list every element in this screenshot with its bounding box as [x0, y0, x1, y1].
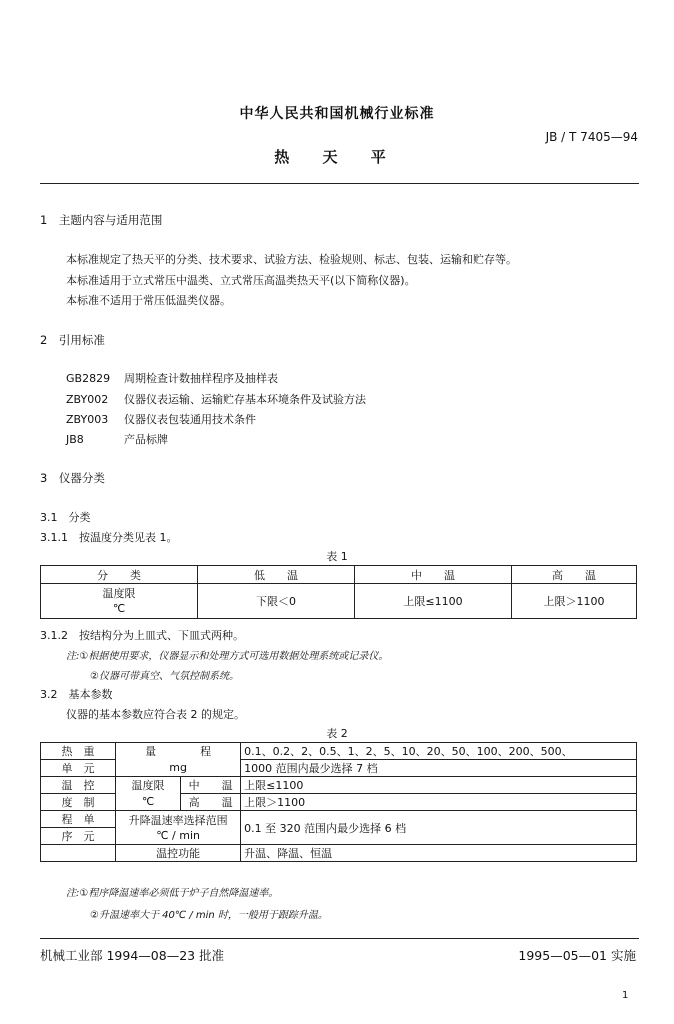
note-2: ②仪器可带真空、气氛控制系统。: [90, 671, 239, 682]
table-row: [41, 566, 637, 584]
table-2: [40, 742, 637, 862]
section-2-heading: 2 引用标准: [40, 333, 105, 347]
footer-divider: [40, 938, 639, 939]
section-1-paragraph-2: 本标准适用于立式常压中温类、立式常压高温类热天平(以下简称仪器)。: [66, 274, 416, 287]
page-number: 1: [622, 990, 629, 1001]
table-cell: 温度限: [116, 777, 181, 794]
table-cell: 上限≤1100: [241, 777, 637, 794]
temperature-limit-label: 温度限: [102, 587, 136, 600]
table-header-cell: 低 温: [198, 566, 355, 584]
table-cell: 1000 范围内最少选择 7 档: [241, 760, 637, 777]
table-cell: 高 温: [181, 794, 241, 811]
clause-3-2-text: 仪器的基本参数应符合表 2 的规定。: [66, 708, 245, 721]
table-cell: 上限≤1100: [355, 584, 512, 619]
table-cell: 上限＞1100: [241, 794, 637, 811]
table-cell: 热 重: [41, 743, 116, 760]
table-cell: 程 单: [41, 811, 116, 828]
table-cell: 0.1 至 320 范围内最少选择 6 档: [241, 811, 637, 845]
range-label: 量 程: [145, 745, 212, 759]
reference-code: ZBY003: [66, 413, 109, 426]
table-cell: 温控功能: [116, 845, 241, 862]
unit-label: ℃: [112, 602, 126, 615]
section-1-paragraph-1: 本标准规定了热天平的分类、技术要求、试验方法、检验规则、标志、包装、运输和贮存等。: [66, 253, 517, 266]
table-header-cell: 中 温: [355, 566, 512, 584]
rate-label: 升降温速率选择范围: [128, 813, 228, 827]
note-1: 注:①根据使用要求，仪器显示和处理方式可选用数据处理系统或记录仪。: [66, 651, 389, 662]
table-2-caption: 表 2: [326, 727, 348, 740]
table-cell: [116, 811, 241, 845]
table-cell: 下限＜0: [198, 584, 355, 619]
standard-code: JB / T 7405—94: [545, 130, 638, 144]
table-cell: 序 元: [41, 828, 116, 845]
clause-3-1-1: 3.1.1 按温度分类见表 1。: [40, 531, 178, 544]
table-row: [41, 845, 637, 862]
table-cell: 上限＞1100: [512, 584, 637, 619]
note-3: 注:①程序降温速率必须低于炉子自然降温速率。: [66, 888, 279, 899]
table-cell: [116, 743, 241, 760]
table-cell: 度 制: [41, 794, 116, 811]
table-cell: 升温、降温、恒温: [241, 845, 637, 862]
reference-item: [66, 431, 168, 447]
implementation-date: 1995—05—01 实施: [518, 948, 636, 963]
table-row-label: [41, 584, 198, 619]
reference-item: [66, 370, 278, 386]
section-3-heading: 3 仪器分类: [40, 471, 105, 485]
reference-code: JB8: [66, 433, 84, 446]
table-cell: mg: [116, 760, 241, 777]
table-cell: 单 元: [41, 760, 116, 777]
reference-title: 产品标牌: [124, 433, 168, 446]
reference-title: 周期检查计数抽样程序及抽样表: [124, 372, 278, 385]
note-4: ②升温速率大于 40℃ / min 时，一般用于跟踪升温。: [90, 910, 328, 921]
reference-code: ZBY002: [66, 393, 109, 406]
table-row: [41, 584, 637, 619]
table-header-cell: 高 温: [512, 566, 637, 584]
table-row: [41, 777, 637, 794]
reference-title: 仪器仪表包装通用技术条件: [124, 413, 256, 426]
table-row: [41, 743, 637, 760]
reference-title: 仪器仪表运输、运输贮存基本环境条件及试验方法: [124, 393, 366, 406]
table-1: [40, 565, 637, 619]
reference-item: [66, 411, 256, 427]
approval-date: 机械工业部 1994—08—23 批准: [40, 948, 225, 963]
clause-3-2: 3.2 基本参数: [40, 688, 113, 701]
table-cell: [41, 845, 116, 862]
reference-code: GB2829: [66, 372, 111, 385]
table-cell: 温 控: [41, 777, 116, 794]
table-cell: ℃: [116, 794, 181, 811]
header-divider: [40, 183, 639, 184]
rate-unit: ℃ / min: [156, 828, 200, 842]
table-1-caption: 表 1: [326, 550, 348, 563]
issuing-body: 中华人民共和国机械行业标准: [239, 106, 435, 122]
table-cell: 0.1、0.2、2、0.5、1、2、5、10、20、50、100、200、500、: [241, 743, 637, 760]
section-1-heading: 1 主题内容与适用范围: [40, 213, 163, 227]
document-title: 热 天 平: [274, 148, 400, 166]
section-1-paragraph-3: 本标准不适用于常压低温类仪器。: [66, 294, 231, 307]
clause-3-1-2: 3.1.2 按结构分为上皿式、下皿式两种。: [40, 629, 244, 642]
table-row: [41, 760, 637, 777]
clause-3-1: 3.1 分类: [40, 511, 91, 524]
table-header-cell: 分 类: [41, 566, 198, 584]
table-row: [41, 794, 637, 811]
reference-item: [66, 391, 366, 407]
table-cell: 中 温: [181, 777, 241, 794]
table-row: [41, 811, 637, 828]
